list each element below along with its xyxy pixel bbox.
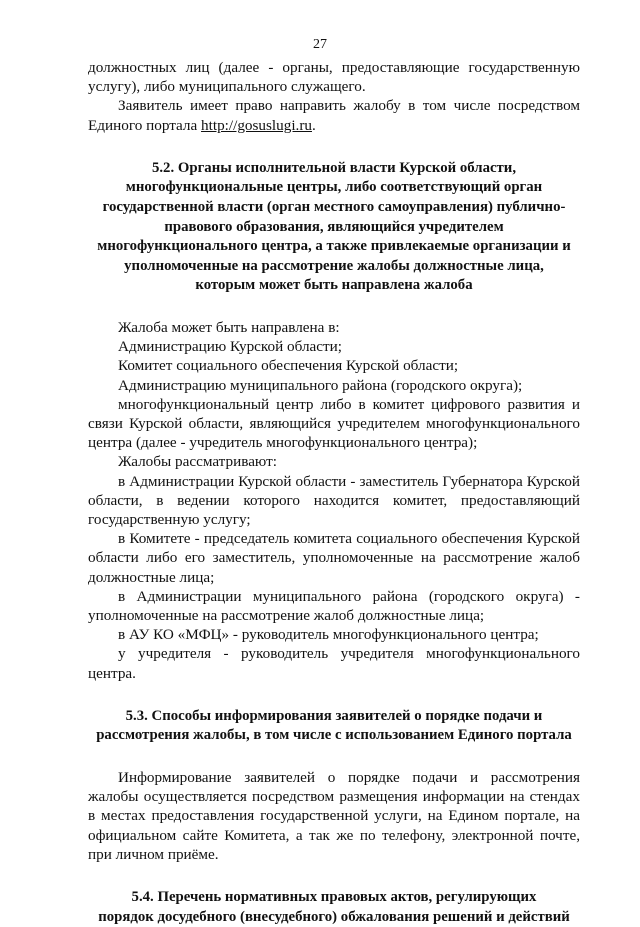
intro-right-paragraph — [88, 96, 580, 134]
heading-line: рассмотрения жалобы, в том числе с использованием Единого портала — [96, 727, 572, 744]
paragraph: многофункциональный центр либо в комитет цифрового развития и связи Курской области, являющийся учредителем многофункционального центра (далее - учредитель многофункционального центра); — [88, 395, 580, 452]
paragraph: у учредителя - руководитель учредителя многофункционального центра. — [88, 645, 580, 682]
heading-line: которым может быть направлена жалоба — [195, 277, 473, 294]
heading-line: правового образования, являющийся учредителем — [164, 218, 504, 235]
intro-right-text: Заявитель имеет право направить жалобу в том числе посредством Единого портала — [88, 97, 580, 134]
paragraph: Комитет социального обеспечения Курской области; — [118, 357, 459, 375]
paragraph: в Администрации муниципального района (городского округа) - уполномоченные на рассмотрение жалоб должностные лица; — [88, 587, 580, 625]
section-5-4-heading — [88, 888, 580, 927]
gosuslugi-link[interactable]: http://gosuslugi.ru — [201, 116, 312, 134]
heading-line: многофункционального центра, а также привлекаемые организации и — [97, 238, 571, 255]
heading-line: 5.2. Органы исполнительной власти Курской области, — [151, 159, 517, 176]
paragraph: Администрацию муниципального района (городского округа); — [118, 376, 523, 394]
paragraph: в Администрации Курской области - заместитель Губернатора Курской области, в ведении которого находится комитет, предоставляющий государственную услугу; — [88, 472, 580, 528]
intro-continuation: должностных лиц (далее - органы, предоставляющие государственную услугу), либо муниципального служащего. — [88, 59, 580, 96]
paragraph: в Комитете - председатель комитета социального обеспечения Курской области либо его заместитель, уполномоченные на рассмотрение жалоб должностные лица; — [88, 530, 580, 586]
heading-line: уполномоченные на рассмотрение жалобы должностные лица, — [124, 257, 544, 274]
heading-line: государственной власти (орган местного самоуправления) публично- — [102, 199, 566, 215]
page-content — [88, 58, 580, 927]
heading-line: многофункциональные центры, либо соответствующий орган — [125, 179, 543, 196]
intro-right-suffix: . — [312, 116, 316, 134]
paragraph: в АУ КО «МФЦ» - руководитель многофункционального центра; — [118, 626, 539, 644]
heading-line: 5.4. Перечень нормативных правовых актов, регулирующих — [131, 889, 537, 906]
paragraph: Администрацию Курской области; — [118, 338, 343, 356]
paragraph: Жалобы рассматривают: — [118, 453, 277, 471]
paragraph: Жалоба может быть направлена в: — [118, 318, 340, 336]
paragraph: Информирование заявителей о порядке подачи и рассмотрения жалобы осуществляется посредством размещения информации на стендах в местах предоставления государственной услуги, на Едином портале, на официальном сайте Комитета, а так же по телефону, электронной почте, при личном приёме. — [88, 769, 580, 863]
heading-line: порядок досудебного (внесудебного) обжалования решений и действий — [98, 908, 570, 925]
section-5-3-heading — [88, 707, 580, 746]
heading-line: 5.3. Способы информирования заявителей о порядке подачи и — [125, 707, 543, 724]
section-5-2-heading — [88, 159, 580, 296]
page-number: 27 — [313, 37, 327, 52]
